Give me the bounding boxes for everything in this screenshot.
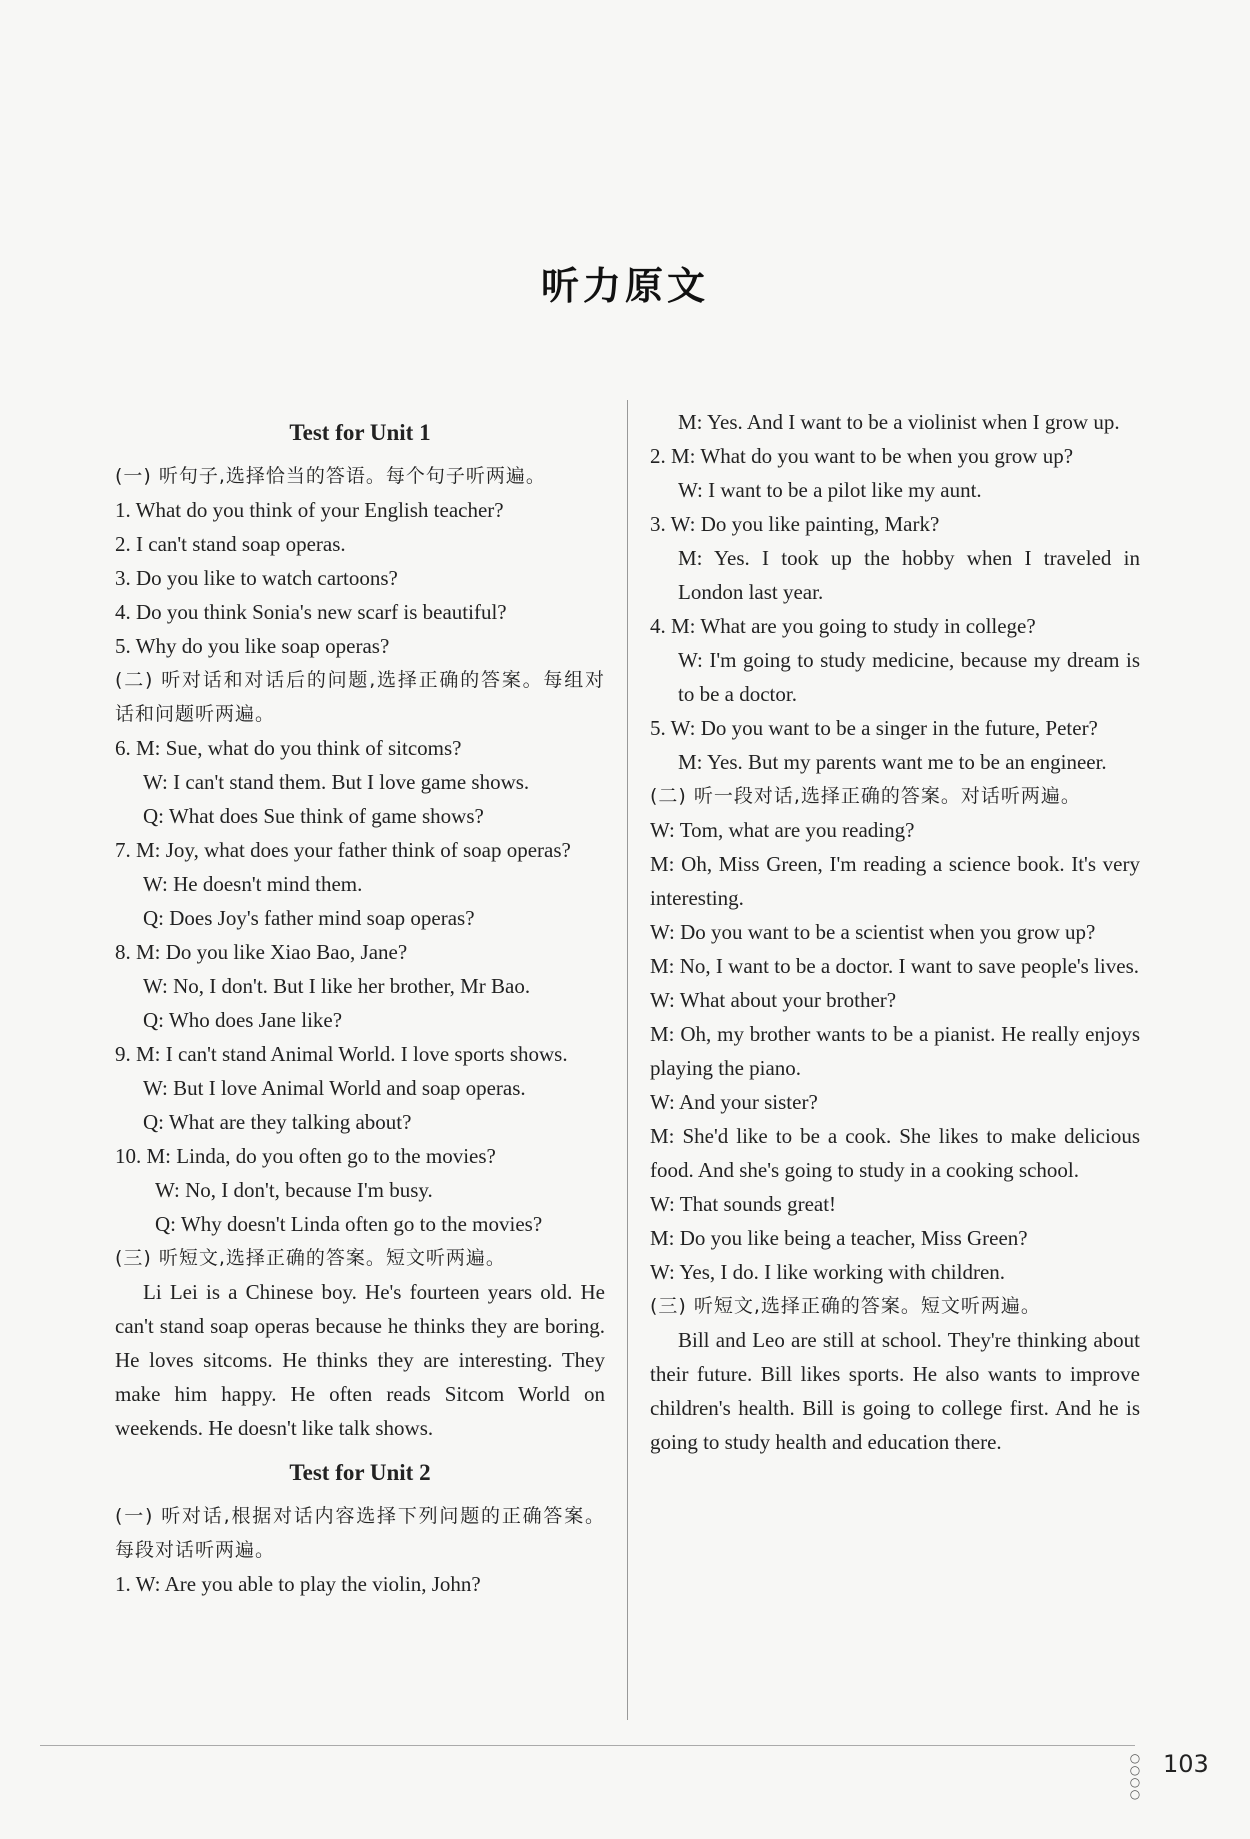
footer-decoration-icon: ○ ○ ○ ○: [1129, 1751, 1141, 1801]
page-number: 103: [1163, 1750, 1209, 1778]
dialogue-line: M: Yes. I took up the hobby when I traveled in London last year.: [678, 546, 1140, 604]
section-instruction: (二) 听对话和对话后的问题,选择正确的答案。每组对话和问题听两遍。: [115, 669, 605, 725]
dialogue-line: Q: What does Sue think of game shows?: [143, 804, 484, 828]
question-item: 5. Why do you like soap operas?: [115, 634, 390, 658]
dialogue-line: W: I want to be a pilot like my aunt.: [678, 478, 982, 502]
question-item: 7. M: Joy, what does your father think of soap operas?: [115, 838, 571, 862]
question-item: 6. M: Sue, what do you think of sitcoms?: [115, 736, 462, 760]
question-item: 3. Do you like to watch cartoons?: [115, 566, 398, 590]
dialogue-line: M: Yes. And I want to be a violinist when I grow up.: [678, 410, 1120, 434]
question-item: 4. M: What are you going to study in college?: [650, 614, 1036, 638]
question-item: M: She'd like to be a cook. She likes to make delicious food. And she's going to study in a cooking school.: [650, 1124, 1140, 1182]
dialogue-line: M: Yes. But my parents want me to be an engineer.: [678, 750, 1107, 774]
question-item: 4. Do you think Sonia's new scarf is beautiful?: [115, 600, 507, 624]
footer-rule: [40, 1745, 1135, 1746]
dialogue-line: W: He doesn't mind them.: [143, 872, 363, 896]
right-column: [650, 405, 1140, 1459]
question-item: 1. W: Are you able to play the violin, John?: [115, 1572, 481, 1596]
section-instruction: (一) 听对话,根据对话内容选择下列问题的正确答案。每段对话听两遍。: [115, 1505, 605, 1561]
dialogue-line: Q: What are they talking about?: [143, 1110, 412, 1134]
question-item: W: Yes, I do. I like working with children.: [650, 1260, 1006, 1284]
passage-paragraph: Li Lei is a Chinese boy. He's fourteen years old. He can't stand soap operas because he thinks they are boring. He loves sitcoms. He thinks they are interesting. They make him happy. He often reads Sitcom World on weekends. He doesn't like talk shows.: [115, 1280, 605, 1440]
section-instruction: (二) 听一段对话,选择正确的答案。对话听两遍。: [650, 785, 1081, 807]
passage-paragraph: Bill and Leo are still at school. They're thinking about their future. Bill likes sports. He also wants to improve children's health. Bill is going to college first. And he is going to study health and education there.: [650, 1328, 1140, 1454]
dialogue-line: Q: Who does Jane like?: [143, 1008, 343, 1032]
question-item: M: Do you like being a teacher, Miss Green?: [650, 1226, 1028, 1250]
question-item: M: Oh, my brother wants to be a pianist. He really enjoys playing the piano.: [650, 1022, 1140, 1080]
question-item: 2. I can't stand soap operas.: [115, 532, 346, 556]
unit-heading: Test for Unit 2: [289, 1460, 431, 1485]
question-item: 1. What do you think of your English teacher?: [115, 498, 504, 522]
question-item: W: Tom, what are you reading?: [650, 818, 915, 842]
question-item: 5. W: Do you want to be a singer in the future, Peter?: [650, 716, 1098, 740]
dialogue-line: Q: Does Joy's father mind soap operas?: [143, 906, 475, 930]
question-item: W: And your sister?: [650, 1090, 818, 1114]
section-instruction: (一) 听句子,选择恰当的答语。每个句子听两遍。: [115, 465, 546, 487]
question-item: 3. W: Do you like painting, Mark?: [650, 512, 940, 536]
page-title: 听力原文: [540, 264, 709, 308]
question-item: 2. M: What do you want to be when you grow up?: [650, 444, 1074, 468]
column-divider: [627, 400, 628, 1720]
dialogue-line: W: No, I don't, because I'm busy.: [155, 1178, 433, 1202]
dialogue-line: W: I can't stand them. But I love game shows.: [143, 770, 530, 794]
question-item: 9. M: I can't stand Animal World. I love sports shows.: [115, 1042, 568, 1066]
question-item: W: Do you want to be a scientist when you grow up?: [650, 920, 1096, 944]
section-instruction: (三) 听短文,选择正确的答案。短文听两遍。: [115, 1247, 506, 1269]
question-item: M: Oh, Miss Green, I'm reading a science book. It's very interesting.: [650, 852, 1140, 910]
question-item: W: What about your brother?: [650, 988, 897, 1012]
question-item: 10. M: Linda, do you often go to the movies?: [115, 1144, 496, 1168]
dialogue-line: Q: Why doesn't Linda often go to the movies?: [155, 1212, 543, 1236]
question-item: 8. M: Do you like Xiao Bao, Jane?: [115, 940, 408, 964]
unit-heading: Test for Unit 1: [289, 420, 431, 445]
section-instruction: (三) 听短文,选择正确的答案。短文听两遍。: [650, 1295, 1041, 1317]
question-item: M: No, I want to be a doctor. I want to save people's lives.: [650, 954, 1140, 978]
question-item: W: That sounds great!: [650, 1192, 837, 1216]
left-column: [115, 405, 605, 1601]
dialogue-line: W: But I love Animal World and soap operas.: [143, 1076, 526, 1100]
dialogue-line: W: I'm going to study medicine, because my dream is to be a doctor.: [678, 648, 1140, 706]
dialogue-line: W: No, I don't. But I like her brother, Mr Bao.: [143, 974, 531, 998]
